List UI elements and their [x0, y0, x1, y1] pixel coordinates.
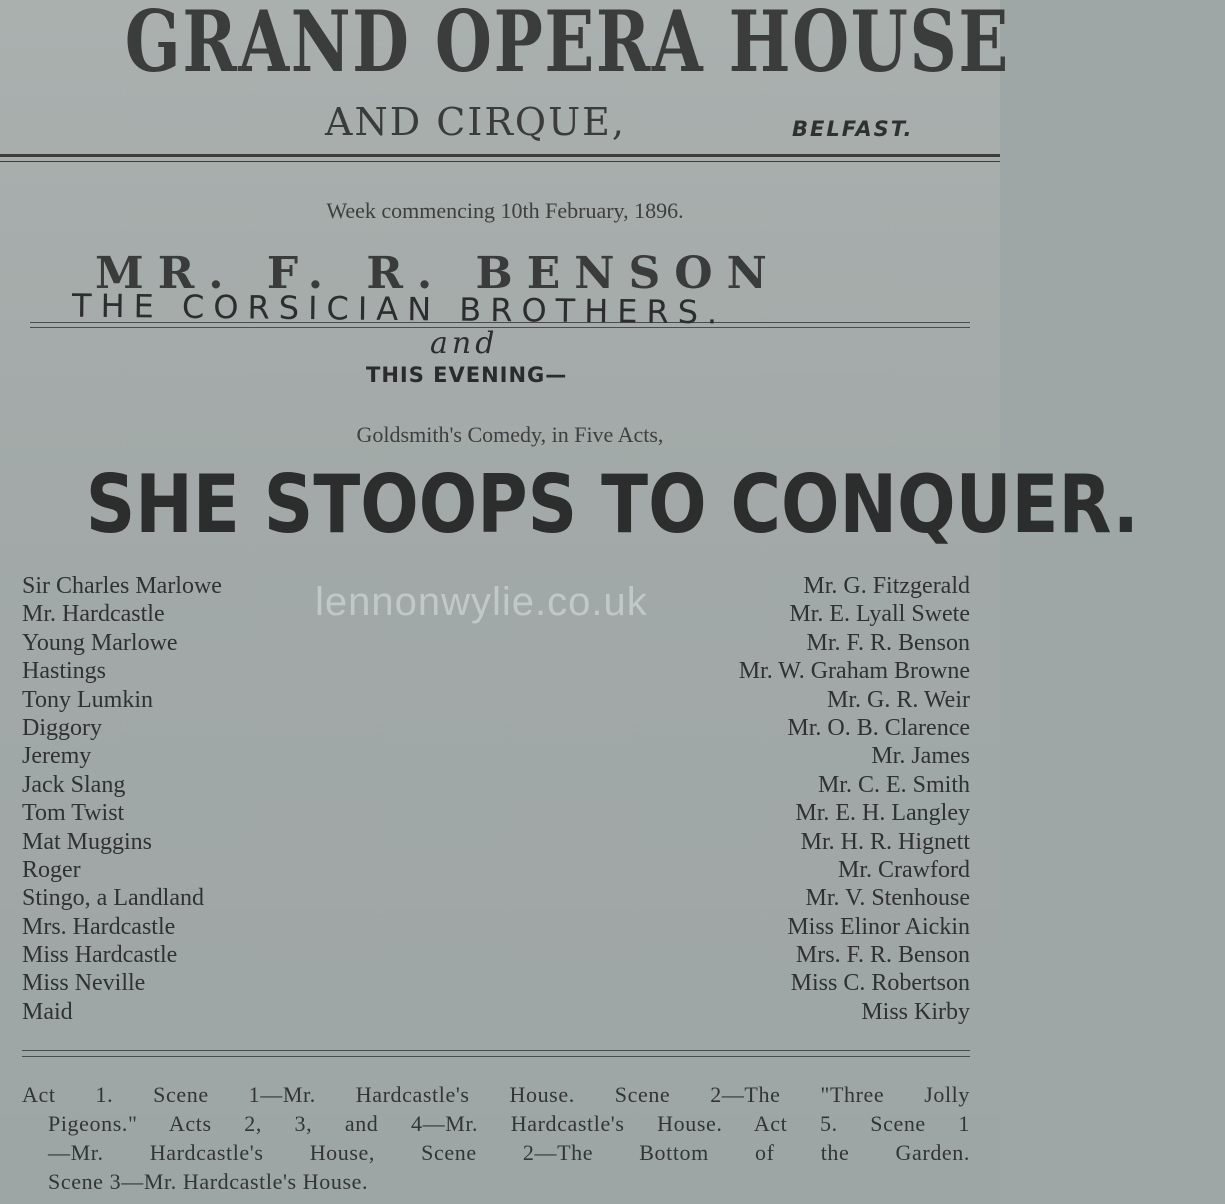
cast-actor: Mr. W. Graham Browne — [738, 658, 970, 685]
cast-actor: Mr. G. Fitzgerald — [803, 573, 970, 599]
cast-actor: Mr. F. R. Benson — [806, 629, 970, 656]
cast-role: Stingo, a Landland — [22, 885, 204, 912]
divider — [22, 1056, 970, 1057]
cast-row — [22, 629, 970, 657]
cast-actor: Mrs. F. R. Benson — [795, 942, 970, 969]
cast-row — [22, 714, 970, 742]
cast-role: Hastings — [22, 658, 106, 685]
watermark: lennonwylie.co.uk — [315, 580, 648, 624]
scene-line: Pigeons." Acts 2, 3, and 4—Mr. Hardcastle's House. Act 5. Scene 1 — [48, 1111, 970, 1136]
cast-role: Jack Slang — [22, 771, 126, 798]
play-title: SHE STOOPS TO CONQUER. — [85, 458, 1139, 551]
cast-actor: Miss Elinor Aickin — [787, 913, 970, 940]
cast-role: Diggory — [22, 714, 102, 741]
cast-actor: Miss Kirby — [861, 998, 970, 1025]
cast-role: Tony Lumkin — [22, 686, 153, 713]
cast-actor: Mr. E. Lyall Swete — [789, 601, 970, 628]
handwritten-and: and — [430, 326, 499, 361]
cast-role: Mrs. Hardcastle — [22, 913, 176, 940]
comedy-line: Goldsmith's Comedy, in Five Acts, — [356, 422, 664, 447]
venue-title: GRAND OPERA HOUSE — [124, 0, 1010, 91]
cast-role: Mr. Hardcastle — [22, 601, 165, 628]
cast-row — [22, 828, 970, 856]
divider — [0, 161, 1000, 162]
scene-list — [22, 1080, 970, 1196]
scene-line: —Mr. Hardcastle's House, Scene 2—The Bottom of the Garden. — [48, 1140, 970, 1165]
cast-row — [22, 969, 970, 997]
cast-role: Roger — [22, 856, 81, 883]
cast-role: Miss Hardcastle — [22, 942, 178, 969]
cast-role: Young Marlowe — [22, 629, 178, 656]
manager-name: MR. F. R. BENSON — [95, 248, 781, 299]
cast-row — [22, 856, 970, 884]
handwritten-annotation: THE CORSICIAN BROTHERS. — [71, 286, 727, 332]
cast-row — [22, 771, 970, 799]
cast-row — [22, 884, 970, 912]
cast-row — [22, 913, 970, 941]
venue-subtitle: AND CIRQUE, — [325, 100, 626, 144]
cast-row — [22, 686, 970, 714]
cast-actor: Mr. James — [871, 743, 970, 770]
cast-role: Miss Neville — [22, 970, 146, 997]
cast-actor: Miss C. Robertson — [790, 970, 970, 997]
cast-row — [22, 998, 970, 1026]
cast-row — [22, 941, 970, 969]
divider — [0, 154, 1000, 157]
cast-actor: Mr. V. Stenhouse — [805, 885, 970, 912]
cast-role: Mat Muggins — [22, 828, 153, 855]
divider — [22, 1050, 970, 1051]
cast-row — [22, 657, 970, 685]
cast-role: Jeremy — [22, 743, 92, 770]
cast-role: Sir Charles Marlowe — [22, 573, 222, 599]
venue-city: BELFAST. — [792, 117, 914, 141]
cast-actor: Mr. Crawford — [838, 856, 970, 883]
cast-row — [22, 799, 970, 827]
cast-actor: Mr. O. B. Clarence — [787, 714, 970, 741]
cast-role: Maid — [22, 998, 73, 1025]
scene-line: Scene 3—Mr. Hardcastle's House. — [48, 1169, 369, 1194]
this-evening-label: THIS EVENING— — [366, 363, 568, 387]
cast-actor: Mr. H. R. Hignett — [800, 828, 970, 855]
cast-row — [22, 742, 970, 770]
cast-actor: Mr. G. R. Weir — [827, 686, 970, 713]
cast-actor: Mr. C. E. Smith — [817, 771, 970, 798]
scene-line: Act 1. Scene 1—Mr. Hardcastle's House. Scene 2—The "Three Jolly — [22, 1082, 970, 1107]
cast-actor: Mr. E. H. Langley — [795, 800, 970, 827]
cast-role: Tom Twist — [22, 800, 125, 827]
week-line: Week commencing 10th February, 1896. — [326, 198, 684, 223]
cast-list — [22, 572, 970, 1026]
